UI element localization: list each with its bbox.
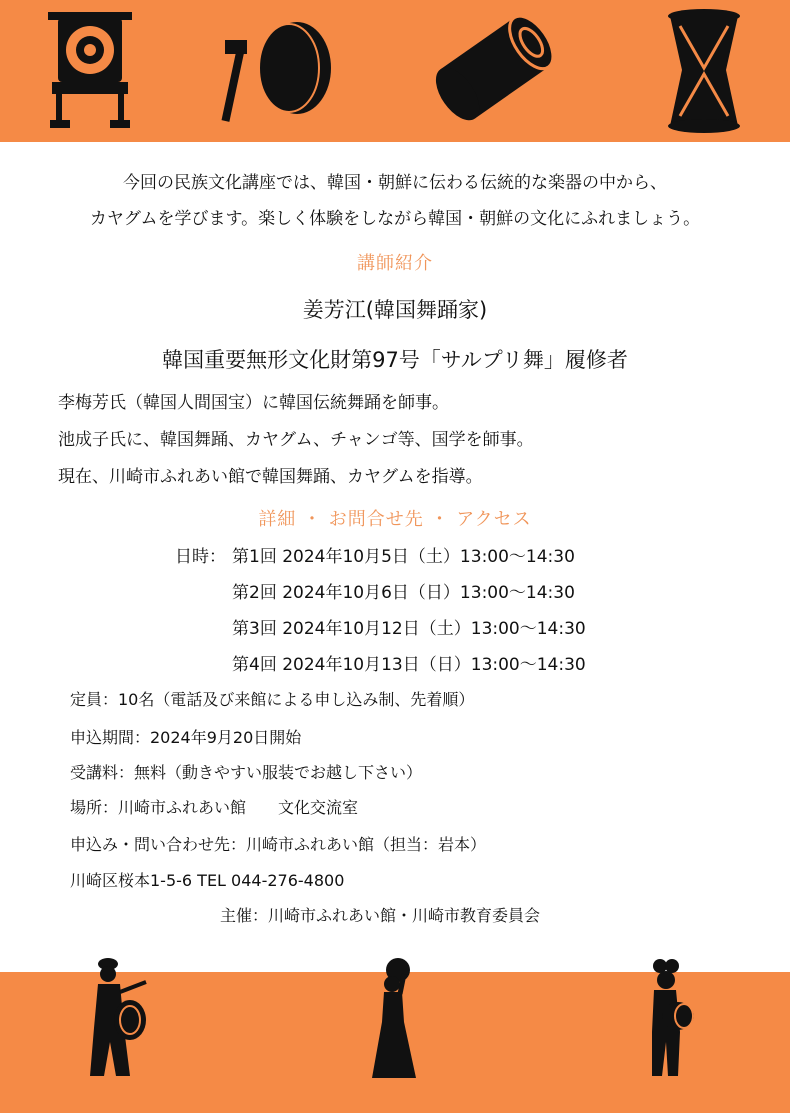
- gong-frame-icon: [44, 8, 136, 130]
- hand-drum-icon: [205, 16, 335, 124]
- bio-line-3: 現在、川崎市ふれあい館で韓国舞踊、カヤグムを指導。: [58, 467, 483, 487]
- session-4: 第4回 2024年10月13日（日）13:00～14:30: [232, 655, 586, 675]
- footer-banner: [0, 972, 790, 1113]
- header-banner: [0, 0, 790, 142]
- session-3: 第3回 2024年10月12日（土）13:00～14:30: [232, 619, 586, 639]
- intro-line-2: カヤグムを学びます。楽しく体験をしながら韓国・朝鮮の文化にふれましょう。: [89, 209, 701, 229]
- instructor-name: 姜芳江(韓国舞踊家): [302, 298, 488, 322]
- session-2: 第2回 2024年10月6日（日）13:00～14:30: [232, 583, 575, 603]
- organizer-info: 主催：川崎市ふれあい館・川崎市教育委員会: [220, 906, 541, 925]
- fee-info: 受講料：無料（動きやすい服装でお越し下さい）: [70, 763, 423, 782]
- details-heading: 詳細 ・ お問合せ先 ・ アクセス: [258, 509, 532, 530]
- drummer-figure-icon: [86, 958, 152, 1080]
- dancer-figure-icon: [370, 956, 420, 1082]
- instructor-heading: 講師紹介: [357, 253, 433, 274]
- capacity-info: 定員：10名（電話及び来館による申し込み制、先着順）: [70, 690, 475, 709]
- venue-info: 場所：川崎市ふれあい館 文化交流室: [70, 798, 359, 817]
- bio-line-1: 李梅芳氏（韓国人間国宝）に韓国伝統舞踊を師事。: [58, 393, 449, 413]
- schedule-label: 日時：: [175, 547, 226, 567]
- address-info: 川崎区桜本1-5-6 TEL 044-276-4800: [70, 871, 345, 890]
- janggu-drum-icon: [664, 8, 744, 134]
- instructor-title: 韓国重要無形文化財第97号「サルプリ舞」履修者: [162, 348, 628, 372]
- bio-line-2: 池成子氏に、韓国舞踊、カヤグム、チャンゴ等、国学を師事。: [58, 430, 534, 450]
- janggu-player-figure-icon: [640, 958, 702, 1080]
- intro-line-1: 今回の民族文化講座では、韓国・朝鮮に伝わる伝統的な楽器の中から、: [123, 173, 667, 193]
- contact-info: 申込み・問い合わせ先：川崎市ふれあい館（担当：岩本）: [70, 835, 487, 854]
- session-1: 第1回 2024年10月5日（土）13:00～14:30: [232, 547, 575, 567]
- application-period: 申込期間：2024年9月20日開始: [70, 728, 302, 747]
- drum-icon: [430, 8, 560, 130]
